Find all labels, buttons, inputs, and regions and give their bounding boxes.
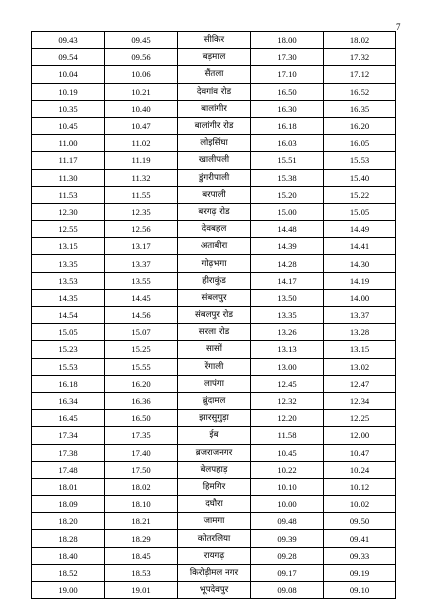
station-name-cell: बरगढ़ रोड xyxy=(178,203,251,220)
up-departure-cell: 17.12 xyxy=(324,66,396,83)
down-arrival-cell: 18.01 xyxy=(32,478,105,495)
down-arrival-cell: 14.35 xyxy=(32,289,105,306)
up-departure-cell: 10.12 xyxy=(324,478,396,495)
down-departure-cell: 17.50 xyxy=(105,461,178,478)
table-row xyxy=(32,66,396,83)
up-arrival-cell: 09.17 xyxy=(251,564,324,581)
down-arrival-cell: 13.53 xyxy=(32,272,105,289)
table-row xyxy=(32,564,396,581)
station-name-cell: सीकिर xyxy=(178,32,251,49)
up-arrival-cell: 13.00 xyxy=(251,358,324,375)
table-row xyxy=(32,410,396,427)
down-arrival-cell: 15.05 xyxy=(32,324,105,341)
up-arrival-cell: 16.18 xyxy=(251,117,324,134)
down-departure-cell: 13.17 xyxy=(105,238,178,255)
up-departure-cell: 13.28 xyxy=(324,324,396,341)
station-name-cell: झारसुगुड़ा xyxy=(178,410,251,427)
down-arrival-cell: 09.43 xyxy=(32,32,105,49)
up-departure-cell: 10.47 xyxy=(324,444,396,461)
up-departure-cell: 10.24 xyxy=(324,461,396,478)
up-arrival-cell: 16.50 xyxy=(251,83,324,100)
up-arrival-cell: 17.30 xyxy=(251,49,324,66)
table-row xyxy=(32,238,396,255)
station-name-cell: डुंगरीपाली xyxy=(178,169,251,186)
down-departure-cell: 18.10 xyxy=(105,496,178,513)
down-arrival-cell: 14.54 xyxy=(32,307,105,324)
down-departure-cell: 14.56 xyxy=(105,307,178,324)
down-arrival-cell: 13.15 xyxy=(32,238,105,255)
down-departure-cell: 11.55 xyxy=(105,186,178,203)
up-arrival-cell: 15.20 xyxy=(251,186,324,203)
up-departure-cell: 12.00 xyxy=(324,427,396,444)
up-arrival-cell: 13.35 xyxy=(251,307,324,324)
table-row xyxy=(32,255,396,272)
up-arrival-cell: 12.45 xyxy=(251,375,324,392)
table-row xyxy=(32,513,396,530)
up-departure-cell: 09.41 xyxy=(324,530,396,547)
down-departure-cell: 11.32 xyxy=(105,169,178,186)
station-name-cell: हीराकुंड xyxy=(178,272,251,289)
down-departure-cell: 18.53 xyxy=(105,564,178,581)
station-name-cell: लोइसिंघा xyxy=(178,135,251,152)
up-departure-cell: 14.19 xyxy=(324,272,396,289)
down-departure-cell: 15.07 xyxy=(105,324,178,341)
station-name-cell: किरोड़ीमल नगर xyxy=(178,564,251,581)
table-row xyxy=(32,358,396,375)
up-arrival-cell: 10.45 xyxy=(251,444,324,461)
down-arrival-cell: 10.04 xyxy=(32,66,105,83)
table-row xyxy=(32,203,396,220)
down-arrival-cell: 10.19 xyxy=(32,83,105,100)
down-arrival-cell: 11.53 xyxy=(32,186,105,203)
timetable-body xyxy=(32,32,396,599)
up-departure-cell: 12.25 xyxy=(324,410,396,427)
table-row xyxy=(32,547,396,564)
up-departure-cell: 12.34 xyxy=(324,392,396,409)
up-arrival-cell: 14.39 xyxy=(251,238,324,255)
station-name-cell: हिमगिर xyxy=(178,478,251,495)
up-departure-cell: 09.50 xyxy=(324,513,396,530)
up-departure-cell: 16.52 xyxy=(324,83,396,100)
table-row xyxy=(32,375,396,392)
up-departure-cell: 14.41 xyxy=(324,238,396,255)
down-departure-cell: 18.21 xyxy=(105,513,178,530)
station-name-cell: अताबीरा xyxy=(178,238,251,255)
station-name-cell: जामगा xyxy=(178,513,251,530)
up-departure-cell: 15.53 xyxy=(324,152,396,169)
down-arrival-cell: 10.35 xyxy=(32,100,105,117)
down-departure-cell: 13.55 xyxy=(105,272,178,289)
table-row xyxy=(32,307,396,324)
down-arrival-cell: 18.40 xyxy=(32,547,105,564)
up-arrival-cell: 09.28 xyxy=(251,547,324,564)
up-departure-cell: 13.02 xyxy=(324,358,396,375)
down-arrival-cell: 15.53 xyxy=(32,358,105,375)
up-arrival-cell: 16.30 xyxy=(251,100,324,117)
up-arrival-cell: 15.00 xyxy=(251,203,324,220)
page-number: 7 xyxy=(396,22,401,32)
up-arrival-cell: 13.13 xyxy=(251,341,324,358)
up-arrival-cell: 13.26 xyxy=(251,324,324,341)
station-name-cell: दघौरा xyxy=(178,496,251,513)
up-arrival-cell: 14.48 xyxy=(251,221,324,238)
station-name-cell: कोतरलिया xyxy=(178,530,251,547)
up-departure-cell: 12.47 xyxy=(324,375,396,392)
down-departure-cell: 12.35 xyxy=(105,203,178,220)
down-departure-cell: 13.37 xyxy=(105,255,178,272)
up-arrival-cell: 13.50 xyxy=(251,289,324,306)
down-arrival-cell: 15.23 xyxy=(32,341,105,358)
down-departure-cell: 10.47 xyxy=(105,117,178,134)
up-arrival-cell: 10.00 xyxy=(251,496,324,513)
down-departure-cell: 18.02 xyxy=(105,478,178,495)
table-row xyxy=(32,32,396,49)
down-arrival-cell: 18.28 xyxy=(32,530,105,547)
down-departure-cell: 18.29 xyxy=(105,530,178,547)
table-row xyxy=(32,324,396,341)
table-row xyxy=(32,117,396,134)
up-departure-cell: 10.02 xyxy=(324,496,396,513)
station-name-cell: बेलपहाड़ xyxy=(178,461,251,478)
station-name-cell: देवगांव रोड xyxy=(178,83,251,100)
station-name-cell: ब्रुंदामल xyxy=(178,392,251,409)
station-name-cell: भूपदेवपुर xyxy=(178,582,251,599)
station-name-cell: सैंतला xyxy=(178,66,251,83)
up-departure-cell: 15.05 xyxy=(324,203,396,220)
table-row xyxy=(32,272,396,289)
down-arrival-cell: 16.18 xyxy=(32,375,105,392)
up-departure-cell: 13.37 xyxy=(324,307,396,324)
down-departure-cell: 10.06 xyxy=(105,66,178,83)
station-name-cell: देवबहल xyxy=(178,221,251,238)
up-arrival-cell: 16.03 xyxy=(251,135,324,152)
down-arrival-cell: 19.00 xyxy=(32,582,105,599)
station-name-cell: रायगढ़ xyxy=(178,547,251,564)
up-departure-cell: 09.33 xyxy=(324,547,396,564)
up-departure-cell: 16.35 xyxy=(324,100,396,117)
up-arrival-cell: 09.39 xyxy=(251,530,324,547)
up-departure-cell: 09.19 xyxy=(324,564,396,581)
down-arrival-cell: 16.34 xyxy=(32,392,105,409)
down-arrival-cell: 17.38 xyxy=(32,444,105,461)
timetable xyxy=(31,31,396,599)
station-name-cell: बालांगीर xyxy=(178,100,251,117)
station-name-cell: गोढ़भगा xyxy=(178,255,251,272)
up-departure-cell: 17.32 xyxy=(324,49,396,66)
down-arrival-cell: 11.30 xyxy=(32,169,105,186)
down-arrival-cell: 10.45 xyxy=(32,117,105,134)
down-departure-cell: 15.55 xyxy=(105,358,178,375)
down-arrival-cell: 17.34 xyxy=(32,427,105,444)
up-departure-cell: 14.49 xyxy=(324,221,396,238)
table-row xyxy=(32,478,396,495)
down-arrival-cell: 18.52 xyxy=(32,564,105,581)
table-row xyxy=(32,289,396,306)
station-name-cell: बालांगीर रोड xyxy=(178,117,251,134)
station-name-cell: संबलपुर xyxy=(178,289,251,306)
table-row xyxy=(32,341,396,358)
table-row xyxy=(32,83,396,100)
down-arrival-cell: 13.35 xyxy=(32,255,105,272)
station-name-cell: सासों xyxy=(178,341,251,358)
down-arrival-cell: 12.55 xyxy=(32,221,105,238)
table-row xyxy=(32,169,396,186)
station-name-cell: सरला रोड xyxy=(178,324,251,341)
down-departure-cell: 16.36 xyxy=(105,392,178,409)
up-arrival-cell: 17.10 xyxy=(251,66,324,83)
down-departure-cell: 16.50 xyxy=(105,410,178,427)
up-departure-cell: 16.05 xyxy=(324,135,396,152)
table-row xyxy=(32,221,396,238)
station-name-cell: बड़माल xyxy=(178,49,251,66)
table-row xyxy=(32,461,396,478)
down-departure-cell: 16.20 xyxy=(105,375,178,392)
down-departure-cell: 14.45 xyxy=(105,289,178,306)
down-arrival-cell: 09.54 xyxy=(32,49,105,66)
up-arrival-cell: 14.17 xyxy=(251,272,324,289)
table-row xyxy=(32,444,396,461)
down-arrival-cell: 11.00 xyxy=(32,135,105,152)
up-arrival-cell: 09.08 xyxy=(251,582,324,599)
up-arrival-cell: 15.38 xyxy=(251,169,324,186)
down-departure-cell: 11.02 xyxy=(105,135,178,152)
down-departure-cell: 17.40 xyxy=(105,444,178,461)
table-row xyxy=(32,186,396,203)
down-arrival-cell: 18.20 xyxy=(32,513,105,530)
down-departure-cell: 19.01 xyxy=(105,582,178,599)
up-arrival-cell: 12.20 xyxy=(251,410,324,427)
up-arrival-cell: 12.32 xyxy=(251,392,324,409)
up-departure-cell: 14.00 xyxy=(324,289,396,306)
down-arrival-cell: 16.45 xyxy=(32,410,105,427)
station-name-cell: ईब xyxy=(178,427,251,444)
up-departure-cell: 13.15 xyxy=(324,341,396,358)
down-departure-cell: 12.56 xyxy=(105,221,178,238)
station-name-cell: संबलपुर रोड xyxy=(178,307,251,324)
station-name-cell: ब्रजराजनगर xyxy=(178,444,251,461)
table-row xyxy=(32,135,396,152)
up-arrival-cell: 11.58 xyxy=(251,427,324,444)
up-arrival-cell: 09.48 xyxy=(251,513,324,530)
up-departure-cell: 15.40 xyxy=(324,169,396,186)
up-arrival-cell: 10.10 xyxy=(251,478,324,495)
up-departure-cell: 15.22 xyxy=(324,186,396,203)
up-arrival-cell: 15.51 xyxy=(251,152,324,169)
table-row xyxy=(32,49,396,66)
down-departure-cell: 09.56 xyxy=(105,49,178,66)
down-departure-cell: 11.19 xyxy=(105,152,178,169)
table-row xyxy=(32,392,396,409)
down-arrival-cell: 18.09 xyxy=(32,496,105,513)
table-row xyxy=(32,427,396,444)
down-departure-cell: 17.35 xyxy=(105,427,178,444)
down-departure-cell: 10.21 xyxy=(105,83,178,100)
down-arrival-cell: 12.30 xyxy=(32,203,105,220)
up-arrival-cell: 14.28 xyxy=(251,255,324,272)
station-name-cell: बरपाली xyxy=(178,186,251,203)
table-row xyxy=(32,100,396,117)
up-arrival-cell: 10.22 xyxy=(251,461,324,478)
down-departure-cell: 09.45 xyxy=(105,32,178,49)
down-arrival-cell: 11.17 xyxy=(32,152,105,169)
table-row xyxy=(32,530,396,547)
up-departure-cell: 14.30 xyxy=(324,255,396,272)
down-departure-cell: 18.45 xyxy=(105,547,178,564)
up-departure-cell: 16.20 xyxy=(324,117,396,134)
table-row xyxy=(32,582,396,599)
table-row xyxy=(32,496,396,513)
down-departure-cell: 15.25 xyxy=(105,341,178,358)
down-arrival-cell: 17.48 xyxy=(32,461,105,478)
table-row xyxy=(32,152,396,169)
station-name-cell: लापंगा xyxy=(178,375,251,392)
up-departure-cell: 18.02 xyxy=(324,32,396,49)
station-name-cell: रेंगाली xyxy=(178,358,251,375)
up-arrival-cell: 18.00 xyxy=(251,32,324,49)
station-name-cell: खालीपली xyxy=(178,152,251,169)
down-departure-cell: 10.40 xyxy=(105,100,178,117)
up-departure-cell: 09.10 xyxy=(324,582,396,599)
